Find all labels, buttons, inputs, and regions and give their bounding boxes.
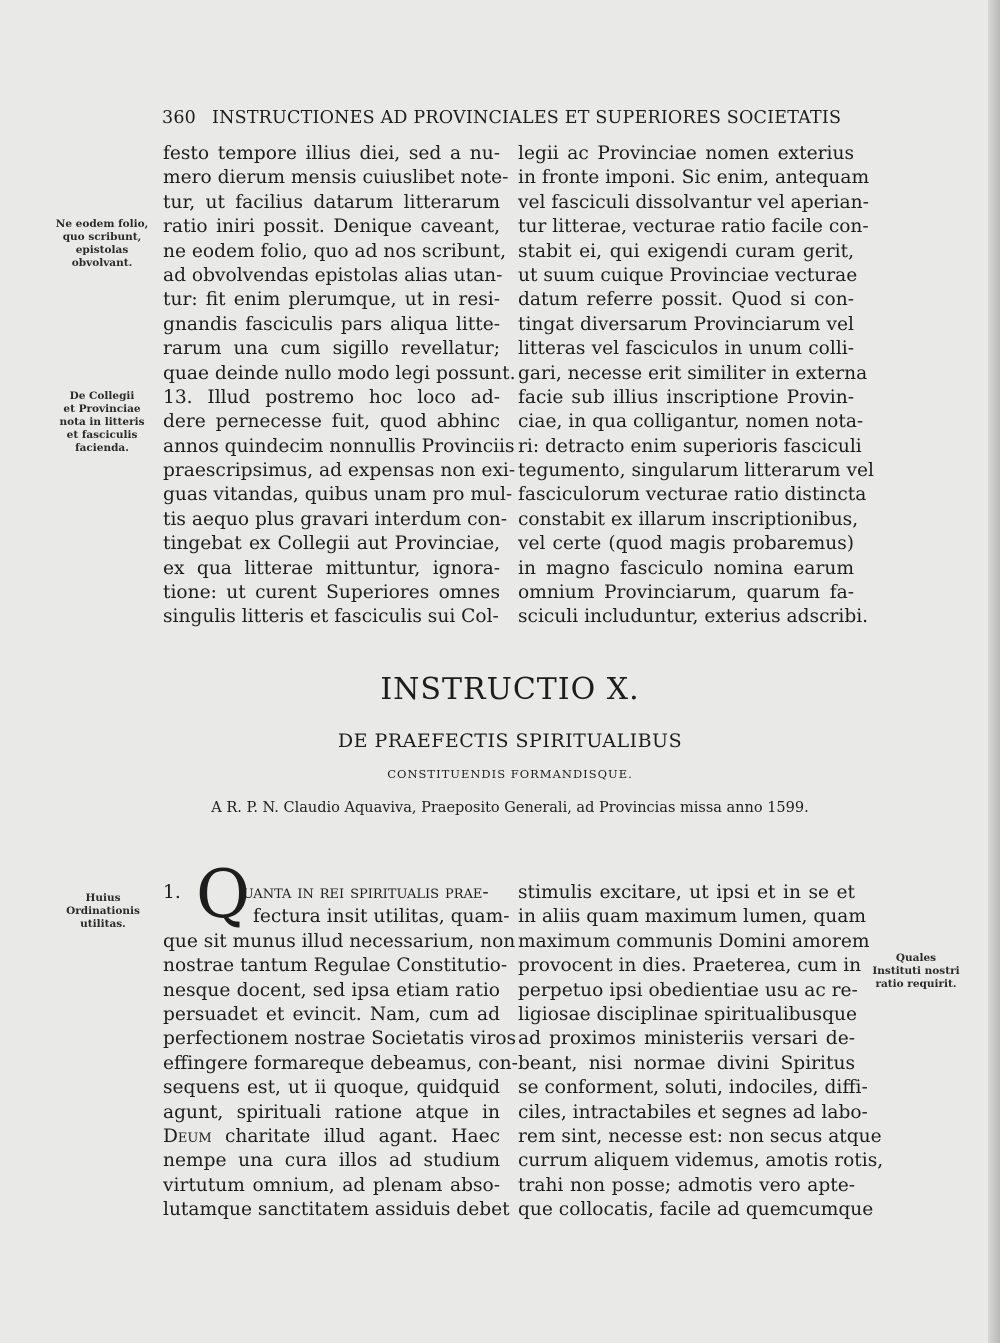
text-line: omnium Provinciarum, quarum fa- bbox=[518, 582, 854, 604]
text-line: vel fasciculi dissolvantur vel aperian- bbox=[518, 191, 869, 213]
running-title: INSTRUCTIONES AD PROVINCIALES ET SUPERIORES SOCIETATIS bbox=[212, 108, 842, 128]
text-line: ne eodem folio, quo ad nos scribunt, bbox=[163, 240, 507, 262]
text-line: legii ac Provinciae nomen exterius bbox=[518, 143, 854, 164]
margin-note-line: Ordinationis bbox=[66, 905, 140, 917]
text-line: datum referre possit. Quod si con- bbox=[518, 289, 854, 311]
text-line: mero dierum mensis cuiuslibet note- bbox=[163, 167, 509, 189]
text-line: lutamque sanctitatem assiduis debet bbox=[163, 1199, 510, 1221]
paragraph-number: 1. bbox=[163, 882, 181, 903]
text-line: ad proximos ministeriis versari de- bbox=[518, 1028, 855, 1050]
margin-note-2 bbox=[52, 390, 152, 455]
text-line: facie sub illius inscriptione Provin- bbox=[518, 386, 854, 408]
section-title: INSTRUCTIO X. bbox=[380, 672, 640, 707]
text-column-bottom-right bbox=[518, 881, 884, 1222]
text-line: ri: detracto enim superioris fasciculi bbox=[518, 435, 862, 457]
text-line: in fronte imponi. Sic enim, antequam bbox=[518, 167, 870, 189]
text-line: ciles, intractabiles et segnes ad labo- bbox=[518, 1101, 868, 1123]
margin-note-line: ratio requirit. bbox=[875, 978, 957, 990]
margin-note-1 bbox=[52, 218, 152, 270]
text-line: tegumento, singularum litterarum vel bbox=[518, 460, 874, 482]
text-line: praescripsimus, ad expensas non exi- bbox=[163, 460, 516, 482]
text-line: fasciculorum vecturae ratio distincta bbox=[518, 484, 867, 506]
text-line: singulis litteris et fasciculis sui Col- bbox=[163, 606, 499, 628]
margin-note-line: Ne eodem folio, bbox=[55, 218, 149, 230]
text-line: stimulis excitare, ut ipsi et in se et bbox=[518, 882, 855, 903]
text-line: beant, nisi normae divini Spiritus bbox=[518, 1052, 855, 1074]
text-line: tis aequo plus gravari interdum con- bbox=[163, 508, 508, 530]
text-line: vel certe (quod magis probaremus) bbox=[518, 533, 854, 555]
text-line: provocent in dies. Praeterea, cum in bbox=[518, 955, 862, 977]
margin-note-line: nota in litteris bbox=[59, 416, 145, 428]
margin-note-line: De Collegii bbox=[69, 390, 135, 402]
text-line: gari, necesse erit similiter in externa bbox=[518, 362, 868, 384]
margin-note-line: Huius bbox=[85, 892, 121, 904]
text-line: litteras vel fasciculos in unum colli- bbox=[518, 338, 854, 360]
margin-note-line: facienda. bbox=[75, 442, 129, 454]
text-line: tingebat ex Collegii aut Provinciae, bbox=[163, 533, 500, 555]
text-line: ut suum cuique Provinciae vecturae bbox=[518, 264, 858, 286]
text-line: sciculi includuntur, exterius adscribi. bbox=[518, 606, 869, 628]
text-line: perpetuo ipsi obedientiae usu ac re- bbox=[518, 979, 858, 1001]
margin-note-line: et fasciculis bbox=[66, 429, 138, 441]
margin-note-line: obvolvant. bbox=[71, 257, 133, 269]
text-line: in aliis quam maximum lumen, quam bbox=[518, 906, 866, 928]
text-line: quae deinde nullo modo legi possunt. bbox=[163, 362, 516, 384]
text-line: dere pernecesse fuit, quod abhinc bbox=[163, 411, 500, 433]
section-subtitle-secondary: CONSTITUENDIS FORMANDISQUE. bbox=[387, 767, 633, 781]
margin-note-line: Quales bbox=[895, 952, 937, 964]
text-line: tur litterae, vecturae ratio facile con- bbox=[518, 216, 869, 238]
text-line: perfectionem nostrae Societatis viros bbox=[163, 1028, 517, 1050]
text-line: nostrae tantum Regulae Constitutio- bbox=[163, 955, 508, 977]
text-line: guas vitandas, quibus unam pro mul- bbox=[163, 484, 513, 506]
small-caps-word: Deum bbox=[163, 1125, 212, 1147]
text-line: currum aliquem videmus, amotis rotis, bbox=[518, 1150, 884, 1172]
margin-note-line: Instituti nostri bbox=[872, 965, 960, 977]
text-line: ratio iniri possit. Denique caveant, bbox=[163, 216, 500, 238]
text-line: que sit munus illud necessarium, non bbox=[163, 930, 516, 952]
running-header bbox=[162, 108, 842, 128]
text-line: rem sint, necesse est: non secus atque bbox=[518, 1125, 882, 1147]
section-subtitle: DE PRAEFECTIS SPIRITUALIBUS bbox=[337, 730, 683, 752]
margin-note-line: utilitas. bbox=[80, 918, 126, 930]
text-line: tur: fit enim plerumque, ut in resi- bbox=[163, 289, 500, 311]
text-line: effingere formareque debeamus, con- bbox=[163, 1052, 518, 1074]
text-line: ad obvolvendas epistolas alias utan- bbox=[163, 264, 503, 286]
text-line: ciae, in qua colligantur, nomen nota- bbox=[518, 411, 864, 433]
text-line: rarum una cum sigillo revellatur; bbox=[163, 338, 500, 360]
text-column-bottom-left-rest bbox=[163, 930, 518, 1223]
margin-note-line: epistolas bbox=[75, 244, 129, 256]
text-line: gnandis fasciculis pars aliqua litte- bbox=[163, 313, 500, 335]
text-line: tingat diversarum Provinciarum vel bbox=[518, 313, 854, 335]
margin-note-line: quo scribunt, bbox=[62, 231, 142, 243]
text-line-content: uanta in rei spiritualis prae- bbox=[242, 882, 489, 903]
margin-note-line: et Provinciae bbox=[63, 403, 141, 415]
text-line: que collocatis, facile ad quemcumque bbox=[518, 1199, 874, 1221]
margin-note-4 bbox=[866, 952, 966, 991]
text-line: tione: ut curent Superiores omnes bbox=[163, 582, 500, 604]
text-line: trahi non posse; admotis vero apte- bbox=[518, 1174, 855, 1196]
page-number: 360 bbox=[162, 108, 197, 128]
text-line: in magno fasciculo nomina earum bbox=[518, 557, 854, 579]
text-line: festo tempore illius diei, sed a nu- bbox=[163, 143, 500, 164]
text-line: persuadet et evincit. Nam, cum ad bbox=[163, 1003, 500, 1025]
text-line: maximum communis Domini amorem bbox=[518, 930, 870, 952]
text-line: sequens est, ut ii quoque, quidquid bbox=[163, 1077, 500, 1099]
text-line: Deum charitate illud agant. Haec bbox=[163, 1125, 500, 1147]
drop-cap: Q bbox=[196, 856, 251, 933]
text-line: tur, ut facilius datarum litterarum bbox=[163, 191, 500, 213]
text-line: constabit ex illarum inscriptionibus, bbox=[518, 508, 859, 530]
margin-note-3 bbox=[58, 892, 148, 931]
text-line: nesque docent, sed ipsa etiam ratio bbox=[163, 979, 500, 1001]
text-line: agunt, spirituali ratione atque in bbox=[163, 1101, 500, 1123]
text-line: stabit ei, qui exigendi curam gerit, bbox=[518, 240, 854, 262]
text-line-content: fectura insit utilitas, quam- bbox=[253, 906, 510, 928]
text-column-top-left bbox=[163, 142, 516, 630]
section-attribution: A R. P. N. Claudio Aquaviva, Praeposito Generali, ad Provincias missa anno 1599. bbox=[211, 800, 809, 816]
text-line: ex qua litterae mittuntur, ignora- bbox=[163, 557, 500, 579]
text-line: annos quindecim nonnullis Provinciis bbox=[163, 435, 515, 457]
text-line: virtutum omnium, ad plenam abso- bbox=[163, 1174, 500, 1196]
text-line: se conforment, soluti, indociles, diffi- bbox=[518, 1077, 868, 1099]
text-line: ligiosae disciplinae spiritualibusque bbox=[518, 1003, 857, 1025]
text-line: nempe una cura illos ad studium bbox=[163, 1150, 500, 1172]
text-line: 13. Illud postremo hoc loco ad- bbox=[163, 386, 500, 408]
text-column-top-right bbox=[518, 142, 874, 630]
